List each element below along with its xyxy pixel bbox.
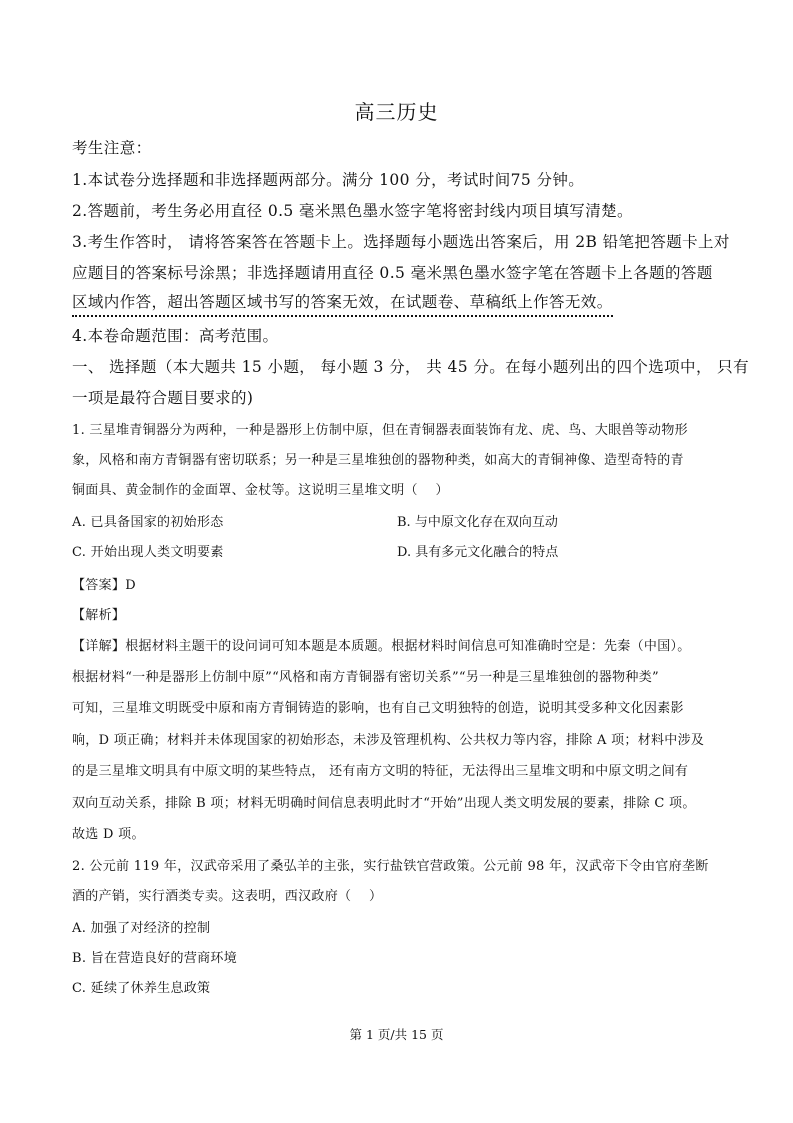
question-1-option-b: B. 与中原文化存在双向互动: [397, 515, 558, 530]
page-title: 高三历史: [354, 100, 439, 124]
notice-item-4: 4.本卷命题范围：高考范围。: [72, 327, 279, 345]
question-1-stem-line-1: 1. 三星堆青铜器分为两种，一种是器形上仿制中原，但在青铜器表面装饰有龙、虎、鸟、大眼兽等动物形: [72, 423, 688, 438]
question-1-detail-line-4: 响，D 项正确；材料并未体现国家的初始形态，未涉及管理机构、公共权力等内容，排除 A 项；材料中涉及: [72, 733, 705, 748]
emphasized-text: 区域内作答，超出答题区域书写的答案无效，在试题卷、草稿纸上作答无效。: [72, 290, 613, 317]
notice-item-3-line-3: [72, 290, 613, 317]
question-1-stem-line-3: 铜面具、黄金制作的金面罩、金杖等。这说明三星堆文明（ ）: [72, 483, 449, 498]
question-1-answer: 【答案】D: [72, 578, 136, 593]
question-1-detail-line-2: 根据材料“一种是器形上仿制中原”“风格和南方青铜器有密切关系”“另一种是三星堆独创的器物种类”: [72, 670, 659, 685]
question-1-detail-line-7: 故选 D 项。: [72, 827, 145, 842]
question-1-option-c: C. 开始出现人类文明要素: [72, 545, 224, 560]
question-1-analysis-label: 【解析】: [72, 608, 126, 623]
question-1-stem-line-2: 象，风格和南方青铜器有密切联系；另一种是三星堆独创的器物种类，如高大的青铜神像、造型奇特的青: [72, 453, 684, 468]
page-footer: 第 1 页/共 15 页: [349, 1027, 444, 1042]
question-1-detail-line-3: 可知，三星堆文明既受中原和南方青铜铸造的影响，也有自己文明独特的创造，说明其受多种文化因素影: [72, 701, 684, 716]
question-2-option-c: C. 延续了休养生息政策: [72, 981, 211, 996]
question-1-detail-line-1: 【详解】根据材料主题干的设问词可知本题是本质题。根据材料时间信息可知准确时空是：先秦（中国）。: [72, 639, 691, 654]
notice-item-1: 1.本试卷分选择题和非选择题两部分。满分 100 分，考试时间75 分钟。: [72, 171, 585, 189]
notice-item-3-line-1: 3.考生作答时， 请将答案答在答题卡上。选择题每小题选出答案后，用 2B 铅笔把答题卡上对: [72, 233, 730, 251]
question-2-option-b: B. 旨在营造良好的营商环境: [72, 951, 238, 966]
notice-item-3-line-2: 应题目的答案标号涂黑；非选择题请用直径 0.5 毫米黑色墨水签字笔在答题卡上各题的答题: [72, 264, 713, 282]
question-1-detail-line-6: 双向互动关系，排除 B 项；材料无明确时间信息表明此时才“开始”出现人类文明发展的要素，排除 C 项。: [72, 796, 696, 811]
notice-heading: 考生注意：: [72, 139, 152, 157]
question-2-stem-line-2: 酒的产销，实行酒类专卖。这表明，西汉政府（ ）: [72, 889, 383, 904]
section-heading-line-1: 一、 选择题（本大题共 15 小题， 每小题 3 分， 共 45 分。在每小题列出的四个选项中， 只有: [72, 358, 749, 376]
question-1-option-d: D. 具有多元文化融合的特点: [397, 545, 559, 560]
question-2-stem-line-1: 2. 公元前 119 年，汉武帝采用了桑弘羊的主张，实行盐铁官营政策。公元前 98 年，汉武帝下令由官府垄断: [72, 859, 709, 874]
question-1-detail-line-5: 的是三星堆文明具有中原文明的某些特点， 还有南方文明的特征，无法得出三星堆文明和中原文明之间有: [72, 764, 689, 779]
section-heading-line-2: 一项是最符合题目要求的): [72, 389, 254, 407]
question-2-option-a: A. 加强了对经济的控制: [72, 921, 211, 936]
notice-item-2: 2.答题前，考生务必用直径 0.5 毫米黑色墨水签字笔将密封线内项目填写清楚。: [72, 202, 633, 220]
question-1-option-a: A. 已具备国家的初始形态: [72, 515, 224, 530]
